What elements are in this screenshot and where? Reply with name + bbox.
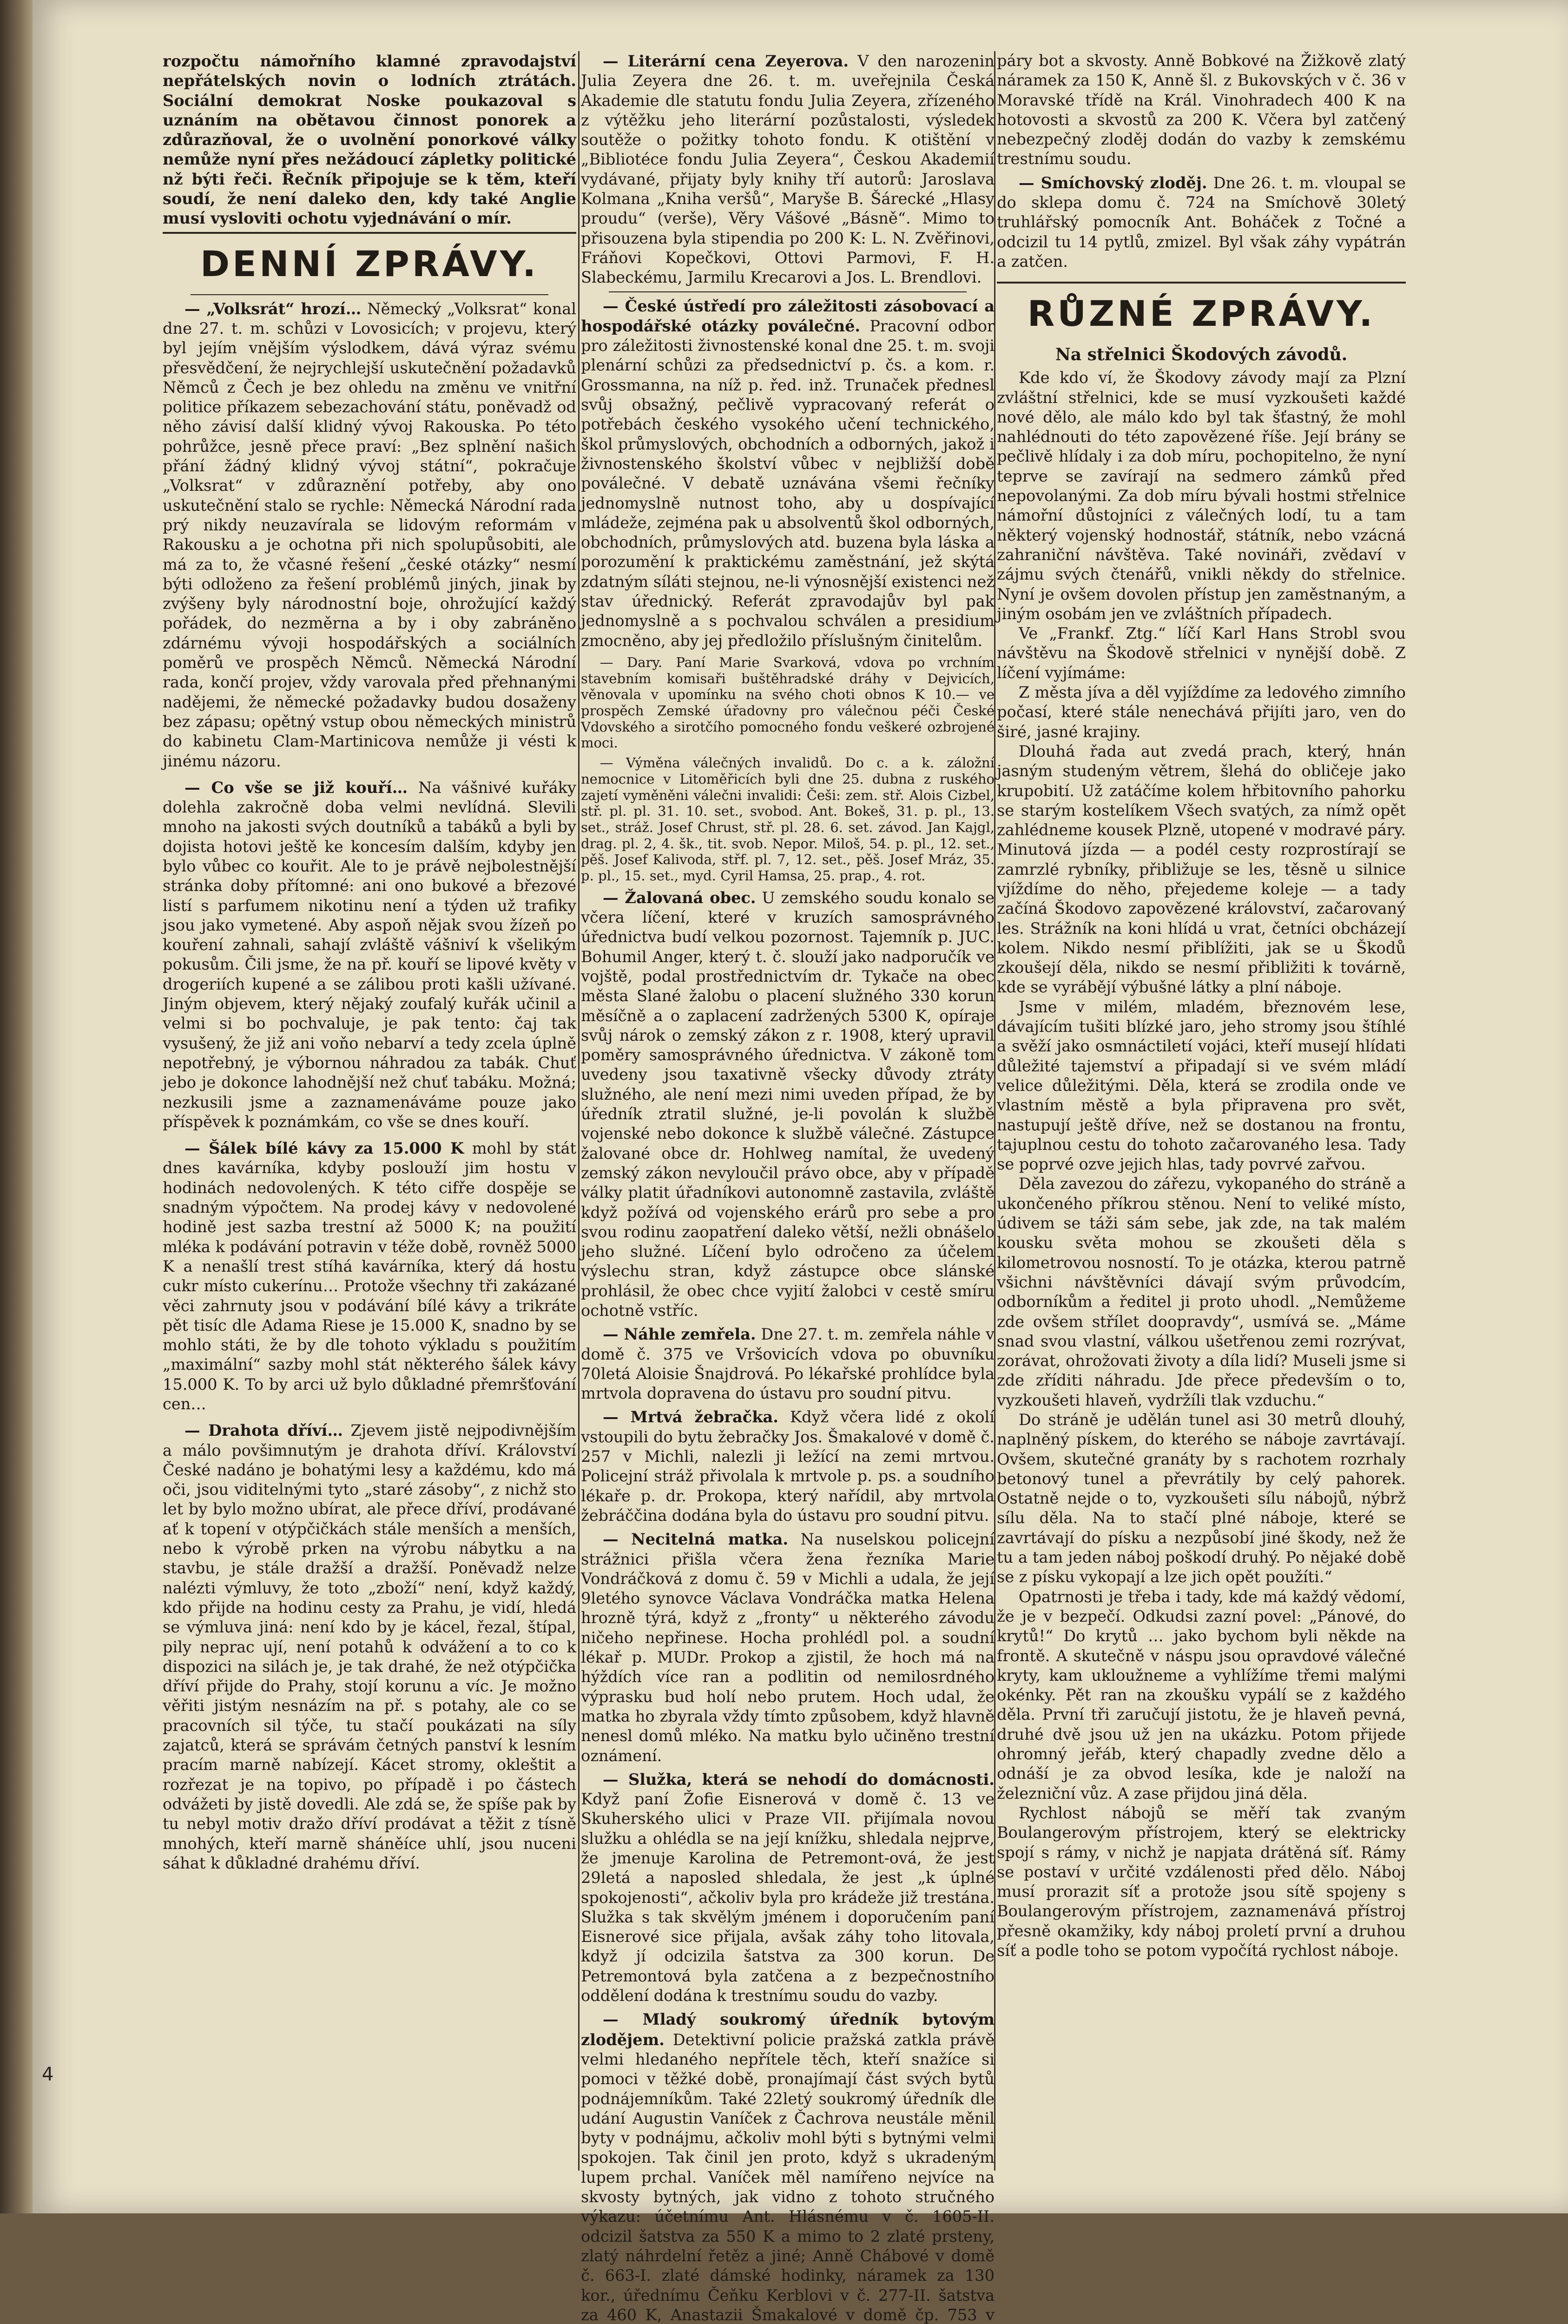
article-title: — Mrtvá žebračka. <box>603 1407 778 1426</box>
section-heading-ruzne-zpravy: RŮZNÉ ZPRÁVY. <box>1027 293 1376 335</box>
article-ustredi <box>581 296 995 651</box>
article-title: — Literární cena Zeyerova. <box>603 52 849 70</box>
article-continuation: páry bot a skvosty. Anně Bobkové na Žižkově zlatý náramek za 150 K, Anně šl. z Bukovských v č. 36 v Moravské třídě na Král. Vinohradech 400 K na hotovosti a skvostů za 200 K. Včera byl zatčený nebezpečný zloděj dodán do vazby k zemskému trestnímu soudu. <box>997 52 1406 168</box>
page-number: 4 <box>42 2064 54 2085</box>
article-title: — Drahota dříví… <box>184 1421 343 1440</box>
article-body: Zjevem jistě nejpodivnějším a málo povšimnutým je drahota dříví. Království České nadáno je bohatými lesy a každému, kdo má oči, jsou viditelnými tyto „staré zásoby“, z nichž sto let by bylo možno ubírat, ale přece dříví, prodávané ať k topení v otýpčičkách stále menších a menších, nebo k výrobě prken na výrobu nábytku a na stavbu, je stále dražší a dražší. Poněvadž nelze nalézti výmluvy, že toto „zboží“ není, když každý, kdo přijde na hodinu cesty za Prahu, je vidí, hledá se výmluva jiná: není kdo by je kácel, řezal, štípal, pily neprac ují, není potahů k odvážení a to co k dispozici na silách je, je tak drahé, že než otýpčička dříví přijde do Prahy, stojí korunu a víc. Je možno věřiti jistým nesnázím na př. s potahy, ale co se pracovních sil týče, tu stačí poukázati na síly zajatců, která se správám četných panství k lesním pracím marně nabízejí. Kácet stromy, okleštit a rozřezat je na topivo, po případě i po částech odvážeti by jistě dovedli. Ale zdá se, že spíše pak by tu nebyl motiv dražo dříví prodávat a těžit z tísně mnohých, kteří marně sháněíce uhlí, jsou nuceni sáhat k důkladné drahému dříví. <box>163 1421 576 1872</box>
article-title: — Náhle zemřela. <box>603 1325 756 1344</box>
article-sluzka <box>581 1769 995 2006</box>
article-mrtva-zebracka <box>581 1407 995 1525</box>
paragraph: Opatrnosti je třeba i tady, kde má každý vědomí, že je v bezpečí. Odkudsi zazní povel: „Pánové, do krytů!“ Do krytů … jako bychom byli někde na frontě. A skutečně v náspu jsou opravdové válečné kryty, kam ukloužneme a vyhlížíme třemi malými okénky. Pět ran na zkoušku vypálí se z každého děla. První tři zaručují jistotu, že je hlaveň pevná, druhé dvě jsou už jen na ukázku. Potom přijede ohromný jeřáb, který chapadly zvedne dělo a odnáší je za obvod lesíka, kde je naloží na železniční vůz. A zase přijdou jiná děla. <box>997 1587 1406 1802</box>
paragraph: Dlouhá řada aut zvedá prach, který, hnán jasným studeným větrem, šlehá do obličeje jako krupobití. Už zatáčíme kolem hřbitovního pahorku se starým kostelíkem Všech svatých, za nímž opět zahlédneme kousek Plzně, utopené v modravé páry. Minutová jízda — a podél cesty rozprostírají se zamrzlé rybníky, přibližuje se les, těsně u silnice vjíždíme do něho, přejedeme koleje — a tady začíná Škodovo zapovězené království, začarovaný les. Strážník na koni hlídá u vrat, četníci obcházejí kolem. Nikdo nesmí přiblížiti, jak se u Škodů zkoušejí děla, nikdo se nesmí přibližiti k továrně, kde se vyrábějí výbušné látky a plní náboje. <box>997 742 1406 997</box>
article-title: — Mladý soukromý úředník bytovým zlodějem. <box>581 2010 995 2049</box>
article-mlady-urednik <box>581 2009 995 2324</box>
article-title: — Žalovaná obec. <box>603 888 756 907</box>
book-binding <box>0 0 33 2213</box>
divider <box>997 282 1406 284</box>
article-body: Německý „Volksrat“ konal dne 27. t. m. schůzi v Lovosicích; v projevu, který byl jejím vnějším výslodkem, dává výraz svému přesvědčení, že nejrychlejší uskutečnění požadavků Němců z Čech je bez ohledu na změnu ve vnitřní politice příkazem sebezachování státu, poněvadž od něho závisí další klidný vývoj Rakouska. Po této pohrůžce, jesně přece praví: „Bez splnění našich přání žádný klidný vývoj státní“, pokračuje „Volksrat“ v zdůraznění potřeby, aby ono uskutečnění stalo se rychle: Německá Národní rada prý nikdy neuzavírala se lidovým reformám v Rakousku a je ochotna při nich spolupůsobiti, ale má za to, že včasné řešení „české otázky“ nesmí býti odloženo za řešení problémů jiných, jinak by zvýšeny byly národnostní boje, ohrožující každý pořádek, do nezměrna a by i oby zabráněno zdárnému vývoji hospodářských a sociálních poměrů ve prospěch Němců. Německá Národní rada, končí projev, vždy varovala před přehnanými nadějemi, že německé požadavky budou dosaženy bez zápasu; opětný vstup obou německých ministrů do kabinetu Clam-Martinicova nemůže ji vésti k jinému názoru. <box>163 299 576 770</box>
article-nahle-zemrela <box>581 1324 995 1403</box>
article-body: Na nuselskou policejní strážnici přišla včera žena řezníka Marie Vondráčková z domu č. 59 v Michli a udala, že její 9letého synovce Václava Vondráčka matka Helena hrozně týrá, když z „fronty“ u některého závodu ničeho nepřinese. Hocha prohlédl pol. a soudní lékař p. MUDr. Prokop a zjistil, že hoch má na hýždích více ran a podlitin od nemilosrdného výprasku bud holí nebo prutem. Hoch udal, že matka ho zbyrala vždy tímto způsobem, když hlavně nenesl domů mléko. Na matku bylo učiněno trestní oznámení. <box>581 1530 995 1765</box>
article-title: — České ústředí pro záležitosti zásobovací a hospodářské otázky poválečné. <box>581 296 995 335</box>
paragraph: Rychlost nábojů se měří tak zvaným Boulangerovým přístrojem, který se elektricky spojí s rámy, v nichž je napjata drátěná síť. Rámy se postaví v určité vzdálenosti před dělo. Náboj musí prorazit síť a protože jsou sítě spojeny s Boulangerovým přístrojem, zaznamenává přístroj přesně okamžiky, kdy náboj proletí první a druhou síť a podle toho se potom vypočítá rychlost náboje. <box>997 1803 1406 1960</box>
paragraph: Do stráně je udělán tunel asi 30 metrů dlouhý, naplněný pískem, do kterého se náboje zavrtávají. Ovšem, skutečné granáty by s rachotem rozrhaly betonový tunel a převrátily by celý pahorek. Ostatně nejde o to, vyzkoušeti sílu nábojů, nýbrž sílu děla. Na to stačí plné náboje, které se zavrtávají do písku a nezpůsobí jiné škody, než že tu a tam jeden náboj poškodí druhý. Po nějaké době se z písku vykopají a lze jich opět použíti.“ <box>997 1411 1406 1586</box>
column-2 <box>581 51 995 2324</box>
section-heading-denni-zpravy: DENNÍ ZPRÁVY. <box>200 243 539 284</box>
paragraph: Děla zavezou do zářezu, vykopaného do stráně a ukončeného příkrou stěnou. Není to veliké místo, údivem se táži sám sebe, jak zde, na tak malém kousku světa mohou se zkoušeti děla s kilometrovou nosností. To je otázka, kterou patrně všichni návštěvníci dávají svým průvodcím, odborníkům a ředitel ji proto uhodl. „Nemůžeme zde ovšem střílet doopravdy“, usmívá se. „Máme snad svou vlastní, válkou ušetřenou zemi rozrývat, zorávat, ohrožovati životy a díla lidí? Museli jsme si zde zříditi náhradu. Jde přece především o to, vyzkoušeti hlaveň, vydržíli tlak vzduchu.“ <box>997 1175 1406 1409</box>
article-zalovana-obec <box>581 888 995 1321</box>
article-dary: — Dary. Paní Marie Svarková, vdova po vrchním stavebním komisaři buštěhradské dráhy v Dejvicích, věnovala v upomínku na svého choti obnos K 10.— ve prospěch Zemské úřadovny pro válečnou péči České Vdovského a sirotčího pomocného fondu veškeré ozbrojené moci. <box>581 654 995 751</box>
paragraph: Kde kdo ví, že Škodovy závody mají za Plzní zvláštní střelnici, kde se musí vyzkoušeti každé nové dělo, ale málo kdo byl tak šťastný, že mohl nahlédnouti do této zapovězené říše. Její brány se pečlivě hlídaly i za dob míru, pochopitelno, že nyní teprve se zavírají na sedmero zámků před nepovolanými. Za dob míru bývali hostmi střelnice námořní důstojníci z válečných lodí, tu a tam některý vojenský hodnostář, státník, nebo vzácná zahraniční návštěva. Také novináři, zvědaví v zájmu svých čtenářů, vnikli někdy do střelnice. Nyní je ovšem dovolen přístup jen zaměstnaným, a jiným osobám jen ve zvláštních případech. <box>997 369 1406 623</box>
column-rule <box>578 51 580 2171</box>
article-heading-strelnice: Na střelnici Škodových závodů. <box>1055 345 1348 365</box>
paragraph: Z města jíva a děl vyjíždíme za ledového zimního počasí, které stále nenechává přijíti jaro, ven do širé, jasné krajiny. <box>997 683 1406 741</box>
article-body: Na vášnivé kuřáky dolehla zakročně doba velmi nevlídná. Slevili mnoho na jakosti svých doutníků a tabáků a byli by dojista hotovi ještě ke koncesím dalším, kdyby jen bylo vůbec co kouřit. Ale to je právě nejbolestnější stránka doby přítomné: ani ono bukové a březové listí s parfumem nikotinu není a týden už trafiky jsou jako vymetené. Aby aspoň nějak svou žízeň po kouření zahnali, sahají zvláště vášniví k všelikým pokusům. Čili jsme, že na př. kouří se lipové květy v drogeriích kupené a se zálibou proti kašli užívané. Jiným objevem, který nějaký zoufalý kuřák učinil a velmi si bo pochvaluje, je pak tento: čaj tak vysušený, že již ani voňo nebarví a tedy zcela úplně nepotřebný, je výbornou náhradou za tabák. Chuť jebo je dokonce lahodnější než chuť tabáku. Možná; nezkusili jsme a zaznamenáváme pouze jako příspěvek k poznámkám, co vše se dnes kouří. <box>163 778 576 1131</box>
article-kava <box>163 1138 576 1414</box>
intro-paragraph: rozpočtu námořního klamné zpravodajství nepřátelských novin o lodních ztrátách. Sociální demokrat Noske poukazoval s uznáním na obětavou činnost ponorek a zdůrazňoval, že o uvolnění ponorkové války nemůže nyní přes nežádoucí zápletky politické nž býti řeči. Řečník připojuje se k těm, kteří soudí, že není daleko den, kdy také Anglie musí vysloviti ochotu vyjednávání o mír. <box>163 52 576 228</box>
article-drahota-drivi <box>163 1420 576 1873</box>
article-body: mohl by stát dnes kavárníka, kdyby poslouží jim hostu v hodinách nedovolených. K této cifře dospěje se snadným výpočtem. Na prodej kávy v nedovolené hodině jest sazba trestní až 5000 K; na použití mléka k podávání potravin v téže době, rovněž 5000 K a nenašlí trest stíhá kavárníka, který dá hostu cukr místo cukerínu… Protože všechny tři zakázané věci zahrnuty jsou v podávání bílé kávy a trikráte pět tisíc dle Adama Riese je 15.000 K, snadno by se mohlo státi, že by dle tohoto výkladu s použitím „maximální“ sazby mohl stát některého šálek kávy 15.000 K. To by arci už bylo důkladné přemršťování cen… <box>163 1139 576 1413</box>
article-vymena: — Výměna válečných invalidů. Do c. a k. záložní nemocnice v Litoměřicích byli dne 25. dubna z ruského zajetí vyměněni válečni invalidi: Češi: zem. stř. Alois Cizbel, stř. pl. pl. 31. 10. set., svobod. Ant. Bokeš, 31. p. pl., 13. set., stráž. Josef Chrust, stř. pl. 28. 6. set. závod. Jan Kajgl, drag. pl. 2, 4. šk., tit. svob. Nepor. Miloš, 54. p. pl., 12. set., pěš. Josef Kalivoda, střf. pl. 7, 12. set., pěš. Josef Mráz, 35. p. pl., 15. set., myd. Cyril Hamsa, 25. prap., 4. rot. <box>581 755 995 884</box>
article-body: Pracovní odbor pro záležitosti živnostenské konal dne 25. t. m. svoji plenární schůzi za předsednictví p. čs. a kom. r. Grossmanna, na níž p. řed. inž. Trunaček přednesl svůj obsažný, pečlivě vypracovaný referát o potřebách českého vysokého učení technického, škol průmyslových, obchodních a odborných, jakož i živnostenského školství vůbec v nejbližší době poválečné. V debatě uznávána všemi řečníky jednomyslně nutnost toho, aby u dospívající mládeže, zejména pak u absolventů škol odborných, obchodních, průmyslových atd. buzena byla láska a porozumění k praktickému zaměstnání, jež skýtá zdatným síláti stejnou, ne-li výnosnější existenci než stav úřednický. Referát zpravodajův byl pak jednomyslně a s pochvalou schválen a presidium zmocněno, aby jej předložilo příslušným činitelům. <box>581 317 995 650</box>
article-title: — „Volksrát“ hrozí… <box>184 299 362 318</box>
article-body: Dne 27. t. m. zemřela náhle v domě č. 375 ve Vršovicích vdova po obuvníku 70letá Aloisie Šnajdrová. Po lékařské prohlídce byla mrtvola dopravena do ústavu pro soudní pitvu. <box>581 1325 995 1403</box>
article-title: — Smíchovský zloděj. <box>1019 173 1207 192</box>
article-koureni <box>163 778 576 1132</box>
divider <box>163 232 576 234</box>
article-volksrat <box>163 299 576 771</box>
article-body: Když včera lidé z okolí vstoupili do bytu žebračky Jos. Šmakalové v domě č. 257 v Michli, nalezli ji ležící na zemi mrtvou. Policejní stráž přivolala k mrtvole p. ps. a soudního lékaře p. dr. Prokopa, který nařídil, aby mrtvola žebráččina dodána byla do ústavu pro soudní pitvu. <box>581 1408 995 1525</box>
divider <box>609 291 967 292</box>
article-title: — Necitelná matka. <box>603 1530 789 1549</box>
column-1 <box>163 51 576 2171</box>
article-body: Když paní Žofie Eisnerová v domě č. 13 ve Skuherského ulici v Praze VII. přijímala novou služku a ohlédla se na její knížku, shledala nejprve, že jmenuje Karolina de Petremont-ová, že jest 29letá a naposled shledala, že jest „k úplné spokojenosti“, ačkoliv byla pro krádeže již trestána. Služka s tak skvělým jménem i doporučením paní Eisnerové sice přijala, avšak záhy toho litovala, když jí odcizila šatstva za 300 korun. De Petremontová byla zatčena a z bezpečnostního oddělení dodána k trestnímu soudu do vazby. <box>581 1790 995 2005</box>
paragraph: Jsme v milém, mladém, březnovém lese, dávajícím tušiti blízké jaro, jeho stromy jsou štíhlé a svěží jako osmnáctiletí vojáci, kteří musejí hlídati důležité tajemství a připadají si ve svém mládí velice důležitými. Děla, která se zrodila onde ve vlastním městě a byla připravena pro svět, nastupují ještě dříve, než se dostanou na frontu, tajuplnou cestu do tohoto začarovaného lesa. Tady se poprvé ozve jejich hlas, tady povrvé zařvou. <box>997 997 1406 1174</box>
article-body: V den narozenin Julia Zeyera dne 26. t. m. uveřejnila Česká Akademie dle statutu fondu Julia Zeyera, zřízeného z výtěžku jeho literární pozůstalosti, výsledek soutěže o požitky tohoto fondu. K otištění v „Bibliotéce fondu Julia Zeyera“, Českou Akademií vydávané, přijaty byly knihy tří autorů: Jaroslava Kolmana „Kniha veršů“, Maryše B. Šárecké „Hlasy proudu“ (verše), Věry Vášové „Básně“. Mimo to přisouzena byla stipendia po 200 K: L. N. Zvěřinovi, Fráňovi Kopečkovi, Ottovi Parmovi, F. H. Slabeckému, Jarmilu Krecarovi a Jos. L. Brendlovi. <box>581 52 995 287</box>
article-body: Dne 26. t. m. vloupal se do sklepa domu č. 724 na Smíchově 30letý truhlářský pomocník Ant. Boháček z Točné a odcizil tu 14 pytlů, zmizel. Byl však záhy vypátrán a zatčen. <box>997 173 1406 271</box>
article-body: Detektivní policie pražská zatkla právě velmi hledaného nepřítele těch, kteří snažíce si pomoci v těžké době, pronajímají část svých bytů podnájemníkům. Také 22letý soukromý úředník dle udání Augustin Vaníček z Čachrova neustále měnil byty v podnájmu, ačkoliv mohl býti s bytnými velmi spokojen. Tak činil jen proto, když s ukradeným lupem prchal. Vaníček měl namířeno nejvíce na skvosty bytných, jak vidno z tohoto stručného výkazu: účetnímu Ant. Hlásnému v č. 1605-II. odcizil šatstva za 550 K a mimo to 2 zlaté prsteny, zlatý náhrdelní řetěz a jiné; Anně Chábové v domě č. 663-I. zlaté dámské hodinky, náramek za 130 kor., úřednímu Čeňku Kerblovi v č. 277-II. šatstva za 460 K, Anastazii Šmakalové v domě čp. 753 v <box>581 2030 995 2324</box>
article-zeyer <box>581 51 995 288</box>
article-necitelna-matka <box>581 1529 995 1766</box>
column-3 <box>997 51 1406 2171</box>
divider <box>191 294 548 295</box>
article-body: U zemského soudu konalo se včera líčení, které v kruzích samosprávného úřednictva budí velkou pozornost. Tajemník p. JUC. Bohumil Anger, který t. č. slouží jako nadporučík ve vojště, podal prostřednictvím dr. Tykače na obec města Slané žalobu o placení služného 330 korun měsíčně a o zaplacení zadržených 5300 K, opíraje svůj nárok o zemský zákon z r. 1908, který upravil poměry samosprávného úřednictva. V zákoně tom uvedeny jsou taxativně všecky důvody ztráty služného, ale není mezi nimi uveden případ, že by úředník ztratil služné, je-li povolán k službě vojenské nebo dokonce k službě válečné. Zástupce žalované obce dr. Hohlweg namítal, že uvedený zemský zákon nevyloučil právo obce, aby v případě války platit úřadníkovi autonomně zastavila, zvláště když požívá od vojenského erárů pro sebe a pro svou rodinu zaopatření daleko větší, nežli obnášelo jeho služné. Líčení bylo odročeno za účelem výslechu stran, když zástupce obce slánské prohlásil, že obec chce vyjití žalobci v cestě smíru ochotně vstříc. <box>581 888 995 1320</box>
article-title: — Šálek bílé kávy za 15.000 K <box>184 1139 464 1158</box>
paragraph: Ve „Frankf. Ztg.“ líčí Karl Hans Strobl svou návštěvu na Škodově střelnici v nynější době. Z líčení vyjímáme: <box>997 624 1406 682</box>
article-title: — Co vše se již kouří… <box>184 778 408 797</box>
article-title: — Služka, která se nehodí do domácnosti. <box>603 1769 995 1789</box>
article-smichovsky-zlodej <box>997 173 1406 271</box>
